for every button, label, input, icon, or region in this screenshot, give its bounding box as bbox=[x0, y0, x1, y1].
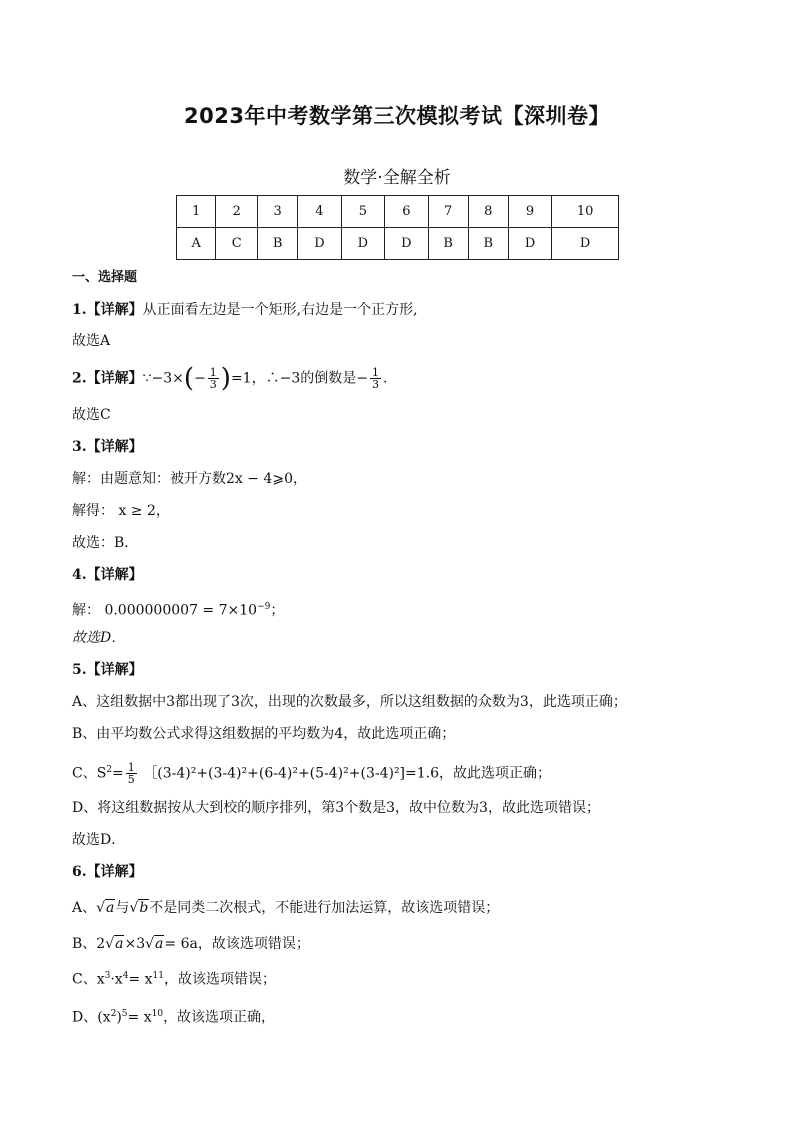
q6-c-eq: = x bbox=[128, 971, 153, 988]
q2-detail bbox=[72, 363, 388, 394]
page-subtitle: 数学·全解全析 bbox=[343, 168, 451, 188]
q1-label: 1.【详解】 bbox=[72, 302, 143, 318]
table-cell: C bbox=[216, 228, 258, 260]
q6-option-d bbox=[72, 1004, 275, 1028]
q4-expr: 解： 0.000000007 = 7×10 bbox=[72, 602, 258, 619]
q5-option-d: D、将这组数据按从大到校的顺序排列，第3个数是3，故中位数为3，故此选项错误； bbox=[72, 800, 600, 816]
q6-d-eq: = x bbox=[127, 1009, 152, 1026]
q1-detail bbox=[72, 300, 418, 320]
answer-table-answers-row bbox=[177, 228, 619, 260]
table-cell: D bbox=[341, 228, 384, 260]
q3-line2: 解得： x ≥ 2， bbox=[72, 503, 170, 519]
table-cell: 9 bbox=[508, 196, 551, 228]
q3-line1: 解：由题意知：被开方数2x − 4⩾0， bbox=[72, 471, 307, 487]
q5-c-pre: C、S bbox=[72, 765, 107, 782]
q2-fraction-result bbox=[370, 367, 381, 390]
fraction-denominator: 5 bbox=[127, 773, 135, 787]
fraction-numerator: 1 bbox=[209, 366, 217, 379]
q5-option-a: A、这组数据中3都出现了3次，出现的次数最多，所以这组数据的众数为3，此选项正确； bbox=[72, 694, 627, 710]
table-cell: 5 bbox=[341, 196, 384, 228]
table-cell: B bbox=[258, 228, 298, 260]
table-cell: D bbox=[298, 228, 341, 260]
table-cell: 8 bbox=[468, 196, 508, 228]
q6-d-inner: (x bbox=[97, 1009, 111, 1026]
q6-b-radicand1: a bbox=[115, 936, 124, 952]
q6-label: 6.【详解】 bbox=[72, 864, 143, 880]
table-cell: B bbox=[428, 228, 468, 260]
q6-b-radicand2: a bbox=[155, 936, 164, 952]
section-heading: 一、选择题 bbox=[72, 270, 138, 285]
table-cell: D bbox=[552, 228, 619, 260]
q3-label: 3.【详解】 bbox=[72, 439, 143, 455]
table-cell: 10 bbox=[552, 196, 619, 228]
fraction-numerator: 1 bbox=[371, 366, 379, 379]
q6-b-rest: = 6a，故该选项错误； bbox=[164, 936, 310, 952]
q4-choice: 故选D． bbox=[72, 630, 126, 646]
q2-end: . bbox=[382, 370, 388, 387]
q4-line1 bbox=[72, 597, 284, 621]
q5-fraction bbox=[126, 762, 137, 785]
q6-d-pre: D、 bbox=[72, 1009, 98, 1026]
q6-c-exp2: 4 bbox=[122, 971, 129, 981]
fraction-denominator: 3 bbox=[209, 378, 217, 391]
q6-option-c bbox=[72, 966, 276, 990]
q4-end: ； bbox=[270, 602, 285, 619]
table-cell: A bbox=[177, 228, 216, 260]
table-cell: 2 bbox=[216, 196, 258, 228]
q6-d-exp3: 10 bbox=[151, 1009, 164, 1019]
q4-label: 4.【详解】 bbox=[72, 567, 143, 583]
fraction-denominator: 3 bbox=[371, 378, 379, 391]
table-cell: D bbox=[508, 228, 551, 260]
table-cell: 7 bbox=[428, 196, 468, 228]
answer-table-numbers-row bbox=[177, 196, 619, 228]
table-cell: 6 bbox=[385, 196, 428, 228]
q1-choice: 故选A bbox=[72, 333, 111, 349]
q2-label: 2.【详解】 bbox=[72, 370, 143, 387]
q1-text: 从正面看左边是一个矩形,右边是一个正方形, bbox=[142, 302, 418, 318]
answer-table bbox=[176, 195, 619, 260]
table-cell: 4 bbox=[298, 196, 341, 228]
q6-c-exp3: 11 bbox=[152, 971, 164, 981]
q5-option-c bbox=[72, 760, 551, 785]
q4-exponent: −9 bbox=[257, 602, 271, 612]
q2-expr-b: =1，∴−3的倒数是− bbox=[230, 370, 368, 387]
q5-c-sup: 2 bbox=[106, 765, 113, 775]
q6-a-pre: A、 bbox=[72, 900, 97, 916]
q6-a-radicand2: b bbox=[139, 900, 149, 916]
q6-a-mid: 与 bbox=[115, 900, 130, 916]
fraction-numerator: 1 bbox=[127, 761, 135, 775]
q3-choice: 故选：B． bbox=[72, 535, 139, 551]
table-cell: B bbox=[468, 228, 508, 260]
q2-neg: − bbox=[194, 370, 206, 387]
q5-c-eq: = bbox=[112, 765, 124, 782]
q5-choice: 故选D． bbox=[72, 832, 126, 848]
q2-fraction bbox=[208, 367, 219, 390]
table-cell: 1 bbox=[177, 196, 216, 228]
q6-c-rest: ，故该选项错误； bbox=[163, 971, 276, 988]
q2-choice: 故选C bbox=[72, 407, 111, 423]
page-title: 2023年中考数学第三次模拟考试【深圳卷】 bbox=[184, 104, 610, 128]
q6-c-pre: C、x bbox=[72, 971, 105, 988]
q6-d-exp1: 2 bbox=[110, 1009, 117, 1019]
q2-expr-a: ∵−3× bbox=[142, 370, 184, 387]
q6-option-a: A、√a与√b不是同类二次根式，不能进行加法运算，故该选项错误； bbox=[72, 900, 500, 916]
q5-c-rest: ［(3-4)²+(3-4)²+(6-4)²+(5-4)²+(3-4)²]=1.6，故此选项正确； bbox=[143, 765, 552, 782]
q5-label: 5.【详解】 bbox=[72, 662, 143, 678]
q6-d-exp2: 5 bbox=[121, 1009, 128, 1019]
q6-d-close: ) bbox=[116, 1009, 122, 1026]
q6-c-mid: ·x bbox=[110, 971, 123, 988]
q6-b-mid: ×3 bbox=[124, 936, 146, 952]
q6-a-rest: 不是同类二次根式，不能进行加法运算，故该选项错误； bbox=[149, 900, 500, 916]
q6-d-rest: ，故该选项正确， bbox=[163, 1009, 276, 1026]
q6-b-pre: B、2 bbox=[72, 936, 106, 952]
left-paren: ( bbox=[183, 363, 195, 394]
table-cell: 3 bbox=[258, 196, 298, 228]
q6-option-b: B、2√a×3√a= 6a，故该选项错误； bbox=[72, 936, 310, 952]
table-cell: D bbox=[385, 228, 428, 260]
right-paren: ) bbox=[220, 363, 231, 394]
q6-a-radicand1: a bbox=[106, 900, 115, 916]
q5-option-b: B、由平均数公式求得这组数据的平均数为4，故此选项正确； bbox=[72, 726, 456, 742]
q6-c-exp1: 3 bbox=[104, 971, 111, 981]
